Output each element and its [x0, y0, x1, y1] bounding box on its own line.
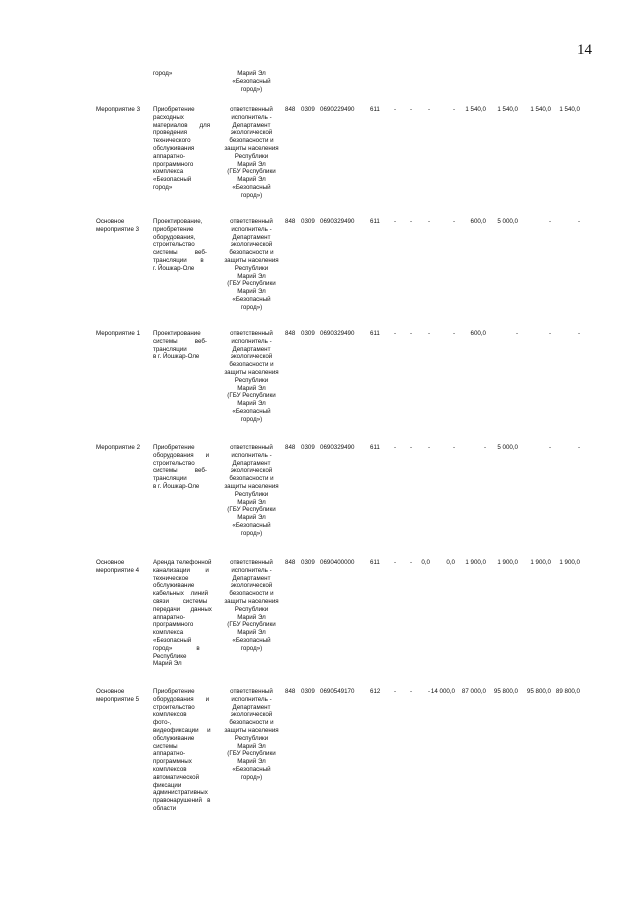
activity-name: Мероприятие 1	[96, 330, 141, 337]
responsible-executor: ответственный исполнитель - Департамент экологической безопасности и защиты населения Республики Марий Эл (ГБУ Республики Марий Эл «Безопасный город»)	[224, 106, 279, 199]
funding-value: -	[427, 444, 430, 451]
budget-code-vr: 612	[370, 688, 381, 695]
funding-value: 600,0	[470, 218, 486, 225]
funding-value: -	[393, 559, 396, 566]
funding-value: -	[515, 330, 518, 337]
budget-code-csr: 0690329490	[320, 330, 355, 337]
funding-value: -	[393, 330, 396, 337]
budget-code-csr: 0690549170	[320, 688, 355, 695]
budget-code-grbs: 848	[285, 559, 296, 566]
funding-value: -	[427, 218, 430, 225]
funding-value: 1 900,0	[465, 559, 486, 566]
budget-code-grbs: 848	[285, 218, 296, 225]
budget-code-rz: 0309	[301, 330, 315, 337]
activity-description: Проектирование системы веб- трансляции в г. Йошкар-Оле	[153, 330, 207, 361]
funding-value: -	[427, 688, 430, 695]
funding-value: 600,0	[470, 330, 486, 337]
funding-value: 1 540,0	[559, 106, 580, 113]
budget-code-csr: 0690229490	[320, 106, 355, 113]
activity-description: Приобретение оборудования и строительство системы веб- трансляции в г. Йошкар-Оле	[153, 444, 210, 490]
funding-value: 1 540,0	[497, 106, 518, 113]
budget-code-grbs: 848	[285, 688, 296, 695]
budget-code-rz: 0309	[301, 444, 315, 451]
funding-value: -	[427, 106, 430, 113]
budget-code-vr: 611	[370, 218, 380, 225]
funding-value: 1 900,0	[559, 559, 580, 566]
budget-code-vr: 611	[370, 559, 380, 566]
activity-name: Основное мероприятие 4	[96, 559, 140, 574]
funding-value: 5 000,0	[497, 218, 518, 225]
funding-value: -	[393, 688, 396, 695]
funding-value: -	[577, 444, 580, 451]
budget-code-rz: 0309	[301, 559, 315, 566]
responsible-executor: Марий Эл «Безопасный город»)	[232, 70, 271, 93]
funding-value: 5 000,0	[497, 444, 518, 451]
budget-code-vr: 611	[370, 106, 380, 113]
funding-value: 1 900,0	[497, 559, 518, 566]
budget-code-grbs: 848	[285, 330, 296, 337]
funding-value: -	[452, 106, 455, 113]
activity-description: Приобретение оборудования и строительство комплексов фото-, видеофиксации и обслуживание системы аппаратно- программных комплексов автоматической фиксации административных правонарушений в области	[153, 688, 211, 812]
funding-value: -	[577, 218, 580, 225]
activity-description: Аренда телефонной канализации и техническое обслуживание кабельных линий связи системы передачи данных аппаратно- программного комплекса «Безопасный город» в Республике Марий Эл	[153, 559, 212, 668]
budget-code-grbs: 848	[285, 106, 296, 113]
funding-value: 95 800,0	[493, 688, 518, 695]
budget-code-rz: 0309	[301, 106, 315, 113]
funding-value: -	[427, 330, 430, 337]
funding-value: -	[409, 330, 412, 337]
funding-value: 1 900,0	[530, 559, 551, 566]
funding-value: -	[577, 330, 580, 337]
funding-value: -	[409, 106, 412, 113]
funding-value: 1 540,0	[465, 106, 486, 113]
funding-value: 89 800,0	[555, 688, 580, 695]
funding-value: 14 000,0	[430, 688, 455, 695]
funding-value: -	[409, 559, 412, 566]
responsible-executor: ответственный исполнитель - Департамент экологической безопасности и защиты населения Республики Марий Эл (ГБУ Республики Марий Эл «Безопасный город»)	[224, 218, 279, 311]
funding-value: -	[409, 444, 412, 451]
funding-value: -	[548, 444, 551, 451]
responsible-executor: ответственный исполнитель - Департамент экологической безопасности и защиты населения Республики Марий Эл (ГБУ Республики Марий Эл «Безопасный город»)	[224, 444, 279, 537]
activity-name: Основное мероприятие 5	[96, 688, 140, 703]
activity-description: Приобретение расходных материалов для проведения технического обслуживания аппаратно- программного комплекса «Безопасный город»	[153, 106, 211, 191]
funding-value: -	[393, 106, 396, 113]
funding-value: -	[548, 330, 551, 337]
budget-code-rz: 0309	[301, 218, 315, 225]
budget-code-rz: 0309	[301, 688, 315, 695]
funding-value: -	[393, 218, 396, 225]
funding-value: -	[409, 218, 412, 225]
funding-value: -	[452, 218, 455, 225]
funding-value: -	[548, 218, 551, 225]
budget-code-vr: 611	[370, 330, 380, 337]
funding-value: -	[409, 688, 412, 695]
funding-value: -	[452, 444, 455, 451]
budget-code-csr: 0690329490	[320, 218, 355, 225]
responsible-executor: ответственный исполнитель - Департамент экологической безопасности и защиты населения Республики Марий Эл (ГБУ Республики Марий Эл «Безопасный город»)	[224, 559, 279, 652]
activity-name: Мероприятие 2	[96, 444, 141, 451]
responsible-executor: ответственный исполнитель - Департамент экологической безопасности и защиты населения Республики Марий Эл (ГБУ Республики Марий Эл «Безопасный город»)	[224, 688, 279, 781]
activity-description: Проектирование, приобретение оборудования, строительство системы веб- трансляции в г. Йошкар-Оле	[153, 218, 207, 272]
funding-value: 0,0	[446, 559, 455, 566]
responsible-executor: ответственный исполнитель - Департамент экологической безопасности и защиты населения Республики Марий Эл (ГБУ Республики Марий Эл «Безопасный город»)	[224, 330, 279, 423]
activity-name: Основное мероприятие 3	[96, 218, 140, 233]
funding-value: -	[393, 444, 396, 451]
budget-code-grbs: 848	[285, 444, 296, 451]
funding-value: 1 540,0	[530, 106, 551, 113]
budget-code-csr: 0690329490	[320, 444, 355, 451]
budget-code-vr: 611	[370, 444, 380, 451]
funding-value: 95 800,0	[526, 688, 551, 695]
page-number: 14	[577, 42, 592, 58]
activity-description: город»	[153, 70, 173, 77]
activity-name: Мероприятие 3	[96, 106, 141, 113]
budget-code-csr: 0690400000	[320, 559, 355, 566]
funding-value: 87 000,0	[461, 688, 486, 695]
funding-value: -	[452, 330, 455, 337]
funding-value: -	[483, 444, 486, 451]
funding-value: 0,0	[421, 559, 430, 566]
